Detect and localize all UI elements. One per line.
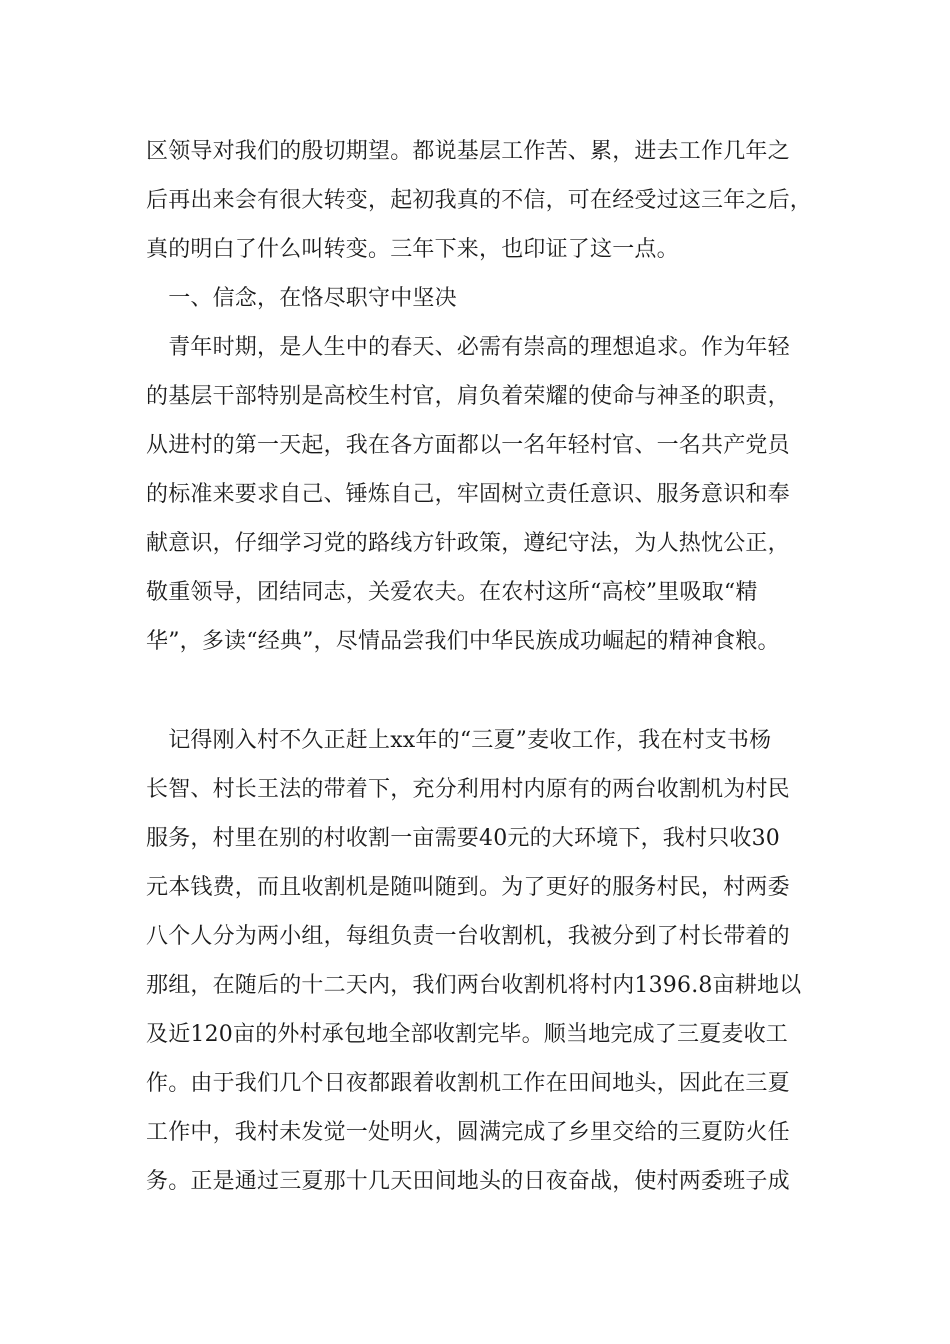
paragraph-line: 务。正是通过三夏那十几天田间地头的日夜奋战，使村两委班子成 [146, 1169, 790, 1194]
paragraph-line [146, 726, 846, 756]
paragraph-line: 作。由于我们几个日夜都跟着收割机工作在田间地头，因此在三夏 [146, 1071, 790, 1096]
paragraph-line: 华”，多读“经典”，尽情品尝我们中华民族成功崛起的精神食粮。 [146, 629, 780, 654]
paragraph-line: 那组，在随后的十二天内，我们两台收割机将村内1396.8亩耕地以 [146, 973, 802, 998]
paragraph-line: 区领导对我们的殷切期望。都说基层工作苦、累，进去工作几年之 [146, 139, 790, 164]
paragraph-line: 献意识，仔细学习党的路线方针政策，遵纪守法，为人热忱公正， [146, 531, 790, 556]
paragraph-line: 元本钱费，而且收割机是随叫随到。为了更好的服务村民，村两委 [146, 875, 790, 900]
paragraph-line: 服务，村里在别的村收割一亩需要40元的大环境下，我村只收30 [146, 826, 780, 851]
paragraph-line: 八个人分为两小组，每组负责一台收割机，我被分到了村长带着的 [146, 924, 790, 949]
paragraph-line: 真的明白了什么叫转变。三年下来，也印证了这一点。 [146, 237, 679, 262]
paragraph-line: 的标准来要求自己、锤炼自己，牢固树立责任意识、服务意识和奉 [146, 482, 790, 507]
section-heading [146, 284, 846, 314]
paragraph-line [146, 333, 846, 363]
paragraph-line: 工作中，我村未发觉一处明火，圆满完成了乡里交给的三夏防火任 [146, 1120, 790, 1145]
paragraph-line: 的基层干部特别是高校生村官，肩负着荣耀的使命与神圣的职责， [146, 384, 790, 409]
paragraph-line: 敬重领导，团结同志，关爱农夫。在农村这所“高校”里吸取“精 [146, 580, 758, 605]
paragraph-line: 后再出来会有很大转变，起初我真的不信，可在经受过这三年之后， [146, 188, 813, 213]
paragraph-line: 从进村的第一天起，我在各方面都以一名年轻村官、一名共产党员 [146, 433, 790, 458]
paragraph-line: 及近120亩的外村承包地全部收割完毕。顺当地完成了三夏麦收工 [146, 1022, 788, 1047]
section-heading-text: 一、信念，在恪尽职守中坚决 [168, 286, 457, 311]
paragraph-line-text: 青年时期，是人生中的春天、必需有崇高的理想追求。作为年轻 [168, 335, 790, 360]
paragraph-line-text: 记得刚入村不久正赶上xx年的“三夏”麦收工作，我在村支书杨 [168, 728, 772, 753]
paragraph-line: 长智、村长王法的带着下，充分利用村内原有的两台收割机为村民 [146, 777, 790, 802]
